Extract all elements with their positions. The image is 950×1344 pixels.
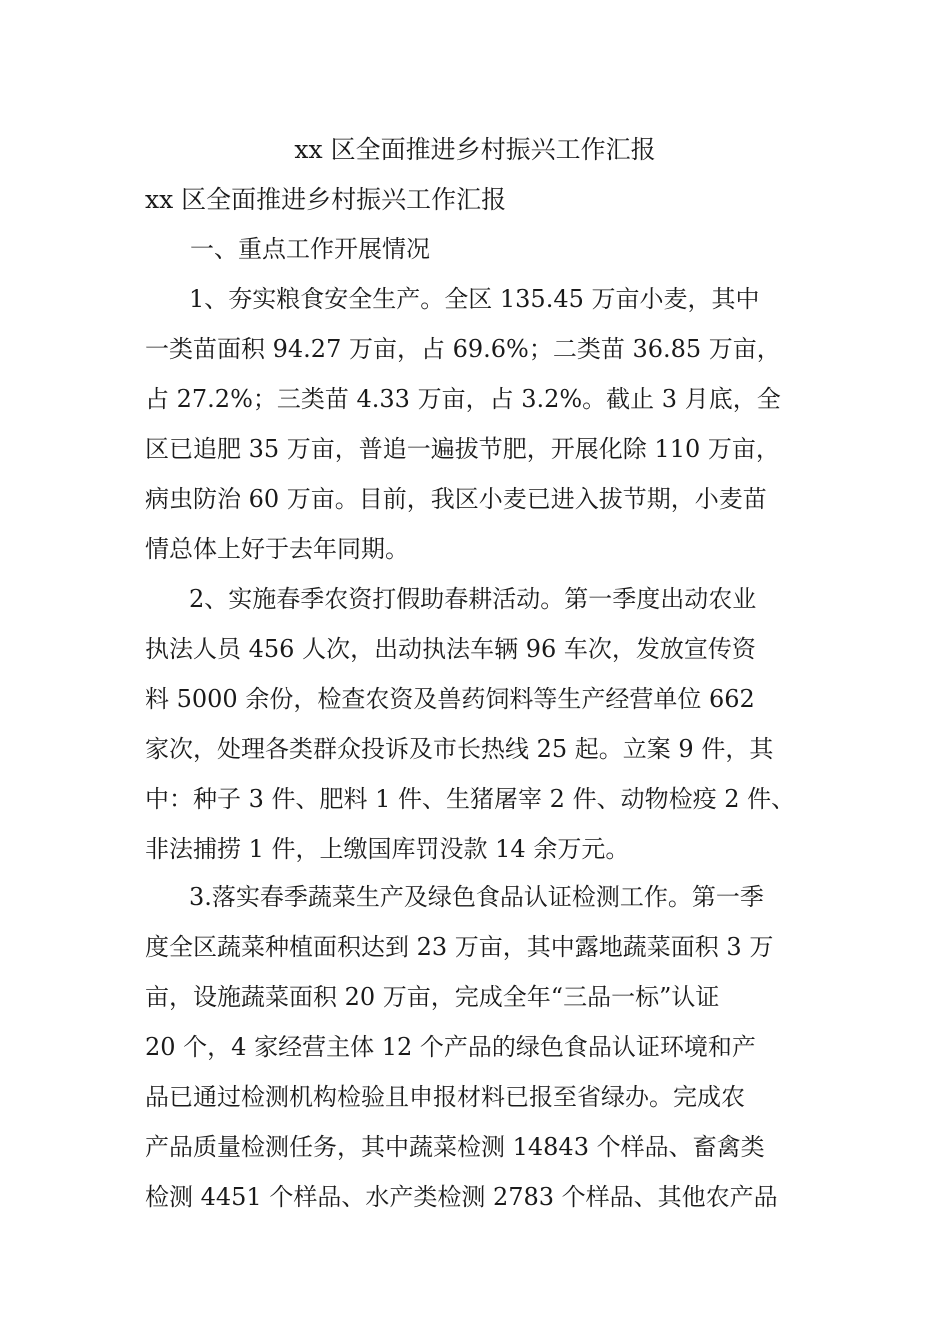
paragraph-grain-safety [145,274,835,574]
paragraph-line: 一类苗面积 94.27 万亩，占 69.6%；二类苗 36.85 万亩， [145,335,781,363]
paragraph-line: 2、实施春季农资打假助春耕活动。第一季度出动农业 [189,585,757,613]
paragraph-line: 非法捕捞 1 件，上缴国库罚没款 14 余万元。 [145,835,630,863]
paragraph-line: 3.落实春季蔬菜生产及绿色食品认证检测工作。第一季 [189,883,764,911]
paragraph-line: 1、夯实粮食安全生产。全区 135.45 万亩小麦，其中 [189,285,760,313]
paragraph-line: 亩，设施蔬菜面积 20 万亩，完成全年“三品一标”认证 [145,983,720,1011]
paragraph-line: 产品质量检测任务，其中蔬菜检测 14843 个样品、畜禽类 [145,1133,765,1161]
paragraph-line: 占 27.2%；三类苗 4.33 万亩，占 3.2%。截止 3 月底，全 [145,385,781,413]
paragraph-line: 病虫防治 60 万亩。目前，我区小麦已进入拔节期，小麦苗 [145,485,767,513]
paragraph-line: 区已追肥 35 万亩，普追一遍拔节肥，开展化除 110 万亩， [145,435,780,463]
paragraph-line: 度全区蔬菜种植面积达到 23 万亩，其中露地蔬菜面积 3 万 [145,933,774,961]
paragraph-line: 品已通过检测机构检验且申报材料已报至省绿办。完成农 [145,1083,745,1111]
paragraph-line: 料 5000 余份，检查农资及兽药饲料等生产经营单位 662 [145,685,755,713]
paragraph-line: 中：种子 3 件、肥料 1 件、生猪屠宰 2 件、动物检疫 2 件、 [145,785,796,813]
document-subtitle: xx 区全面推进乡村振兴工作汇报 [145,185,507,214]
paragraph-vegetable-production [145,872,835,1222]
paragraph-anti-counterfeit [145,574,835,874]
paragraph-line: 情总体上好于去年同期。 [145,535,409,563]
paragraph-line: 检测 4451 个样品、水产类检测 2783 个样品、其他农产品 [145,1183,778,1211]
paragraph-line: 20 个，4 家经营主体 12 个产品的绿色食品认证环境和产 [145,1033,756,1061]
document-title: xx 区全面推进乡村振兴工作汇报 [294,135,656,164]
paragraph-line: 家次，处理各类群众投诉及市长热线 25 起。立案 9 件，其 [145,735,774,763]
section-heading: 一、重点工作开展情况 [190,235,430,263]
paragraph-line: 执法人员 456 人次，出动执法车辆 96 车次，发放宣传资 [145,635,756,663]
